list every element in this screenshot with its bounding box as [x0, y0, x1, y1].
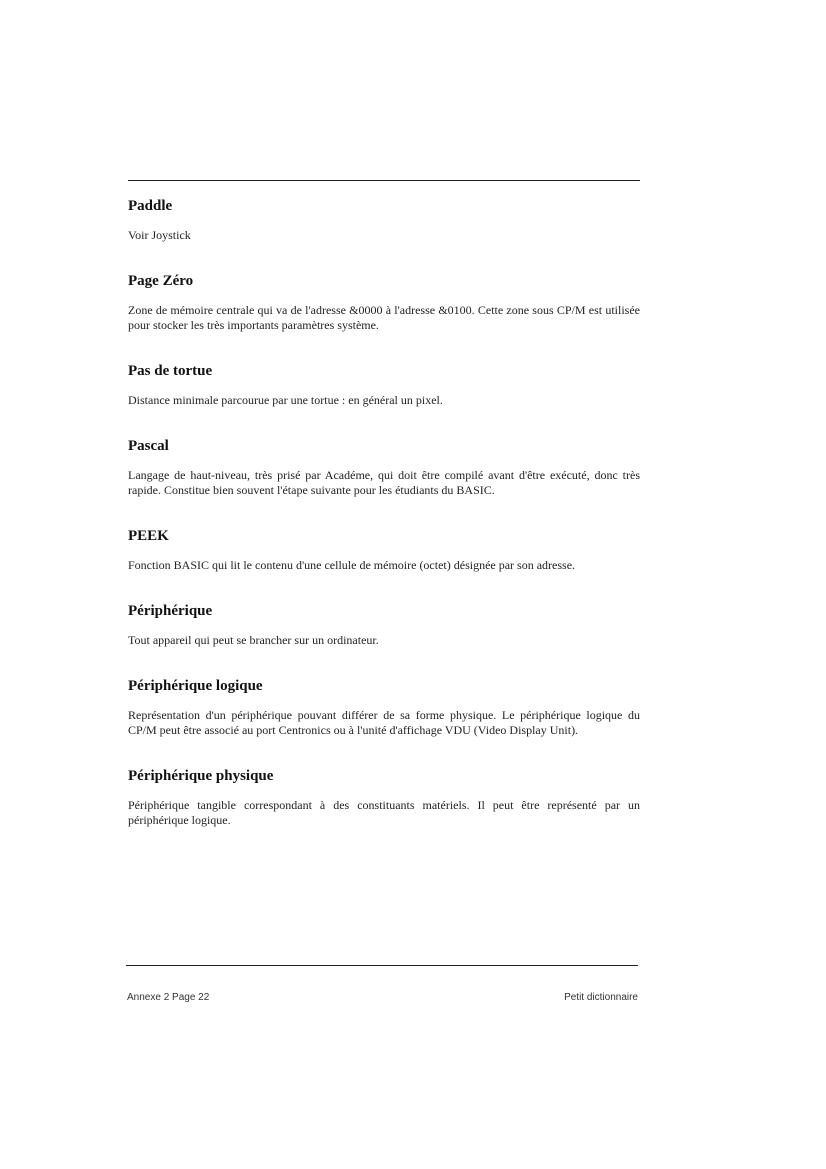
entry-term: Pascal [128, 438, 169, 454]
entry-definition: Langage de haut-niveau, très prisé par Académe, qui doit être compilé avant d'être exécuté, donc très rapide. Constitue bien souvent l'étape suivante pour les étudiants du BASIC. [128, 468, 640, 497]
entry-definition: Périphérique tangible correspondant à des constituants matériels. Il peut être représenté par un périphérique logique. [128, 798, 640, 827]
footer-section-title: Petit dictionnaire [564, 992, 638, 1003]
entry-term: Paddle [128, 198, 173, 214]
entry-definition: Représentation d'un périphérique pouvant différer de sa forme physique. Le périphérique logique du CP/M peut être associé au port Centronics ou à l'unité d'affichage VDU (Video Display Unit). [128, 708, 640, 737]
entry-term: PEEK [128, 528, 169, 544]
top-divider [128, 180, 640, 181]
glossary-entry [128, 601, 640, 648]
glossary-entry [128, 271, 640, 333]
glossary-entry [128, 361, 640, 408]
entry-term: Page Zéro [128, 273, 194, 289]
entry-definition: Fonction BASIC qui lit le contenu d'une cellule de mémoire (octet) désignée par son adresse. [128, 558, 576, 572]
glossary-entry [128, 526, 640, 573]
footer-page-reference: Annexe 2 Page 22 [127, 992, 210, 1003]
entry-term: Périphérique physique [128, 768, 274, 784]
entry-definition: Distance minimale parcourue par une tortue : en général un pixel. [128, 393, 443, 407]
glossary-entry [128, 436, 640, 498]
entry-definition: Tout appareil qui peut se brancher sur un ordinateur. [128, 633, 379, 647]
glossary-entry [128, 676, 640, 738]
bottom-divider [126, 965, 638, 966]
entry-term: Périphérique logique [128, 678, 263, 694]
entry-definition: Voir Joystick [128, 228, 191, 242]
entry-term: Périphérique [128, 603, 213, 619]
glossary-content [128, 196, 640, 828]
glossary-entry [128, 196, 640, 243]
entry-definition: Zone de mémoire centrale qui va de l'adresse &0000 à l'adresse &0100. Cette zone sous CP/M est utilisée pour stocker les très importants paramètres système. [128, 303, 640, 332]
entry-term: Pas de tortue [128, 363, 213, 379]
glossary-entry [128, 766, 640, 828]
